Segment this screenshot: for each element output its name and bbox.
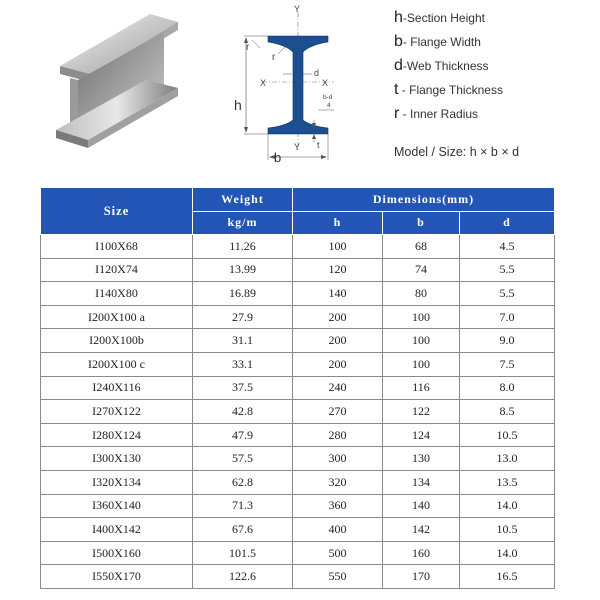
cell-h: 100 [293,235,383,259]
cell-b: 134 [383,470,460,494]
cell-d: 8.5 [460,400,555,424]
weight-column-header: Weight [193,188,293,212]
table-row [41,565,555,589]
cell-weight: 37.5 [193,376,293,400]
diagram-r2-label: r [272,52,276,63]
cell-weight: 33.1 [193,352,293,376]
legend-item-d [394,54,594,78]
cell-b: 170 [383,565,460,589]
table-row [41,329,555,353]
table-body [41,235,555,589]
legend-symbol: b [394,33,403,50]
cell-size: I320X134 [41,470,193,494]
cell-h: 120 [293,258,383,282]
legend-text: -Web Thickness [402,59,489,73]
cell-b: 74 [383,258,460,282]
table-row [41,235,555,259]
cell-h: 500 [293,541,383,565]
cell-size: I270X122 [41,400,193,424]
cell-d: 5.5 [460,282,555,306]
cell-d: 9.0 [460,329,555,353]
cell-b: 130 [383,447,460,471]
legend-symbol: d [394,57,403,74]
legend-item-t [394,78,594,102]
cell-weight: 47.9 [193,423,293,447]
dimension-legend [394,6,594,126]
cell-weight: 62.8 [193,470,293,494]
cell-h: 320 [293,470,383,494]
cell-d: 16.5 [460,565,555,589]
table-row [41,282,555,306]
cell-size: I240X116 [41,376,193,400]
diagram-h-label: h [234,97,242,113]
diagram-y-bottom-label: Y [294,142,301,152]
cell-b: 142 [383,518,460,542]
cell-weight: 122.6 [193,565,293,589]
legend-symbol: h [394,9,403,26]
cell-weight: 16.89 [193,282,293,306]
diagram-x-left-label: X [260,78,267,88]
cell-weight: 31.1 [193,329,293,353]
legend-text: - Flange Thickness [398,83,503,97]
table-row [41,305,555,329]
cell-h: 400 [293,518,383,542]
table-row [41,518,555,542]
table-row [41,258,555,282]
table-row [41,423,555,447]
diagram-bd-label: b-d [323,94,333,101]
legend-text: - Flange Width [402,35,481,49]
i-beam-photo [52,8,190,158]
cell-d: 4.5 [460,235,555,259]
cell-size: I140X80 [41,282,193,306]
cross-section-diagram [230,2,360,167]
table-row [41,494,555,518]
model-size-note: Model / Size: h × b × d [394,145,520,159]
table-row [41,447,555,471]
cell-h: 550 [293,565,383,589]
cell-b: 100 [383,352,460,376]
cell-d: 7.0 [460,305,555,329]
dimensions-column-header: Dimensions(mm) [293,188,555,212]
legend-symbol: r [394,105,400,122]
cell-weight: 101.5 [193,541,293,565]
table-row [41,400,555,424]
diagram-y-top-label: Y [294,4,301,14]
cell-b: 124 [383,423,460,447]
cell-size: I200X100 c [41,352,193,376]
table-row [41,376,555,400]
diagram-bd-denominator: 4 [327,102,331,109]
cell-size: I360X140 [41,494,193,518]
legend-symbol: t [394,81,399,98]
cell-b: 100 [383,305,460,329]
cell-size: I120X74 [41,258,193,282]
diagram-d-label: d [314,68,320,78]
cell-size: I400X142 [41,518,193,542]
cell-b: 122 [383,400,460,424]
cell-d: 13.5 [460,470,555,494]
cell-d: 10.5 [460,423,555,447]
diagram-b-label: b [274,150,282,165]
cell-size: I200X100 a [41,305,193,329]
legend-item-r [394,102,594,126]
table-row [41,470,555,494]
cell-weight: 42.8 [193,400,293,424]
cell-h: 300 [293,447,383,471]
d-column-header: d [460,211,555,235]
cell-b: 100 [383,329,460,353]
table-row [41,352,555,376]
h-column-header: h [293,211,383,235]
size-column-header: Size [41,188,193,235]
cell-weight: 11.26 [193,235,293,259]
cell-h: 280 [293,423,383,447]
legend-item-b [394,30,594,54]
cell-h: 360 [293,494,383,518]
cell-b: 140 [383,494,460,518]
spec-table [40,187,555,589]
cell-size: I280X124 [41,423,193,447]
cell-h: 200 [293,329,383,353]
cell-size: I300X130 [41,447,193,471]
cell-h: 200 [293,352,383,376]
weight-unit-header: kg/m [193,211,293,235]
cell-size: I100X68 [41,235,193,259]
legend-text: - Inner Radius [399,107,479,121]
cell-h: 270 [293,400,383,424]
cell-weight: 27.9 [193,305,293,329]
diagram-r1-label: r [246,42,250,53]
cell-b: 68 [383,235,460,259]
cell-d: 10.5 [460,518,555,542]
cell-b: 116 [383,376,460,400]
table-row [41,541,555,565]
cell-size: I500X160 [41,541,193,565]
cell-d: 7.5 [460,352,555,376]
cell-d: 14.0 [460,541,555,565]
cell-weight: 71.3 [193,494,293,518]
cell-weight: 67.6 [193,518,293,542]
cell-size: I200X100b [41,329,193,353]
i-beam-section-shape [268,36,328,134]
diagram-t-label: t [317,140,320,150]
cell-h: 140 [293,282,383,306]
cell-d: 13.0 [460,447,555,471]
cell-weight: 13.99 [193,258,293,282]
b-column-header: b [383,211,460,235]
legend-text: -Section Height [402,11,485,25]
cell-h: 200 [293,305,383,329]
diagram-x-right-label: X [322,78,329,88]
cell-b: 160 [383,541,460,565]
cell-b: 80 [383,282,460,306]
table-header-row [41,188,555,212]
legend-item-h [394,6,594,30]
cell-weight: 57.5 [193,447,293,471]
cell-h: 240 [293,376,383,400]
cell-d: 5.5 [460,258,555,282]
cell-d: 14.0 [460,494,555,518]
cell-size: I550X170 [41,565,193,589]
cell-d: 8.0 [460,376,555,400]
